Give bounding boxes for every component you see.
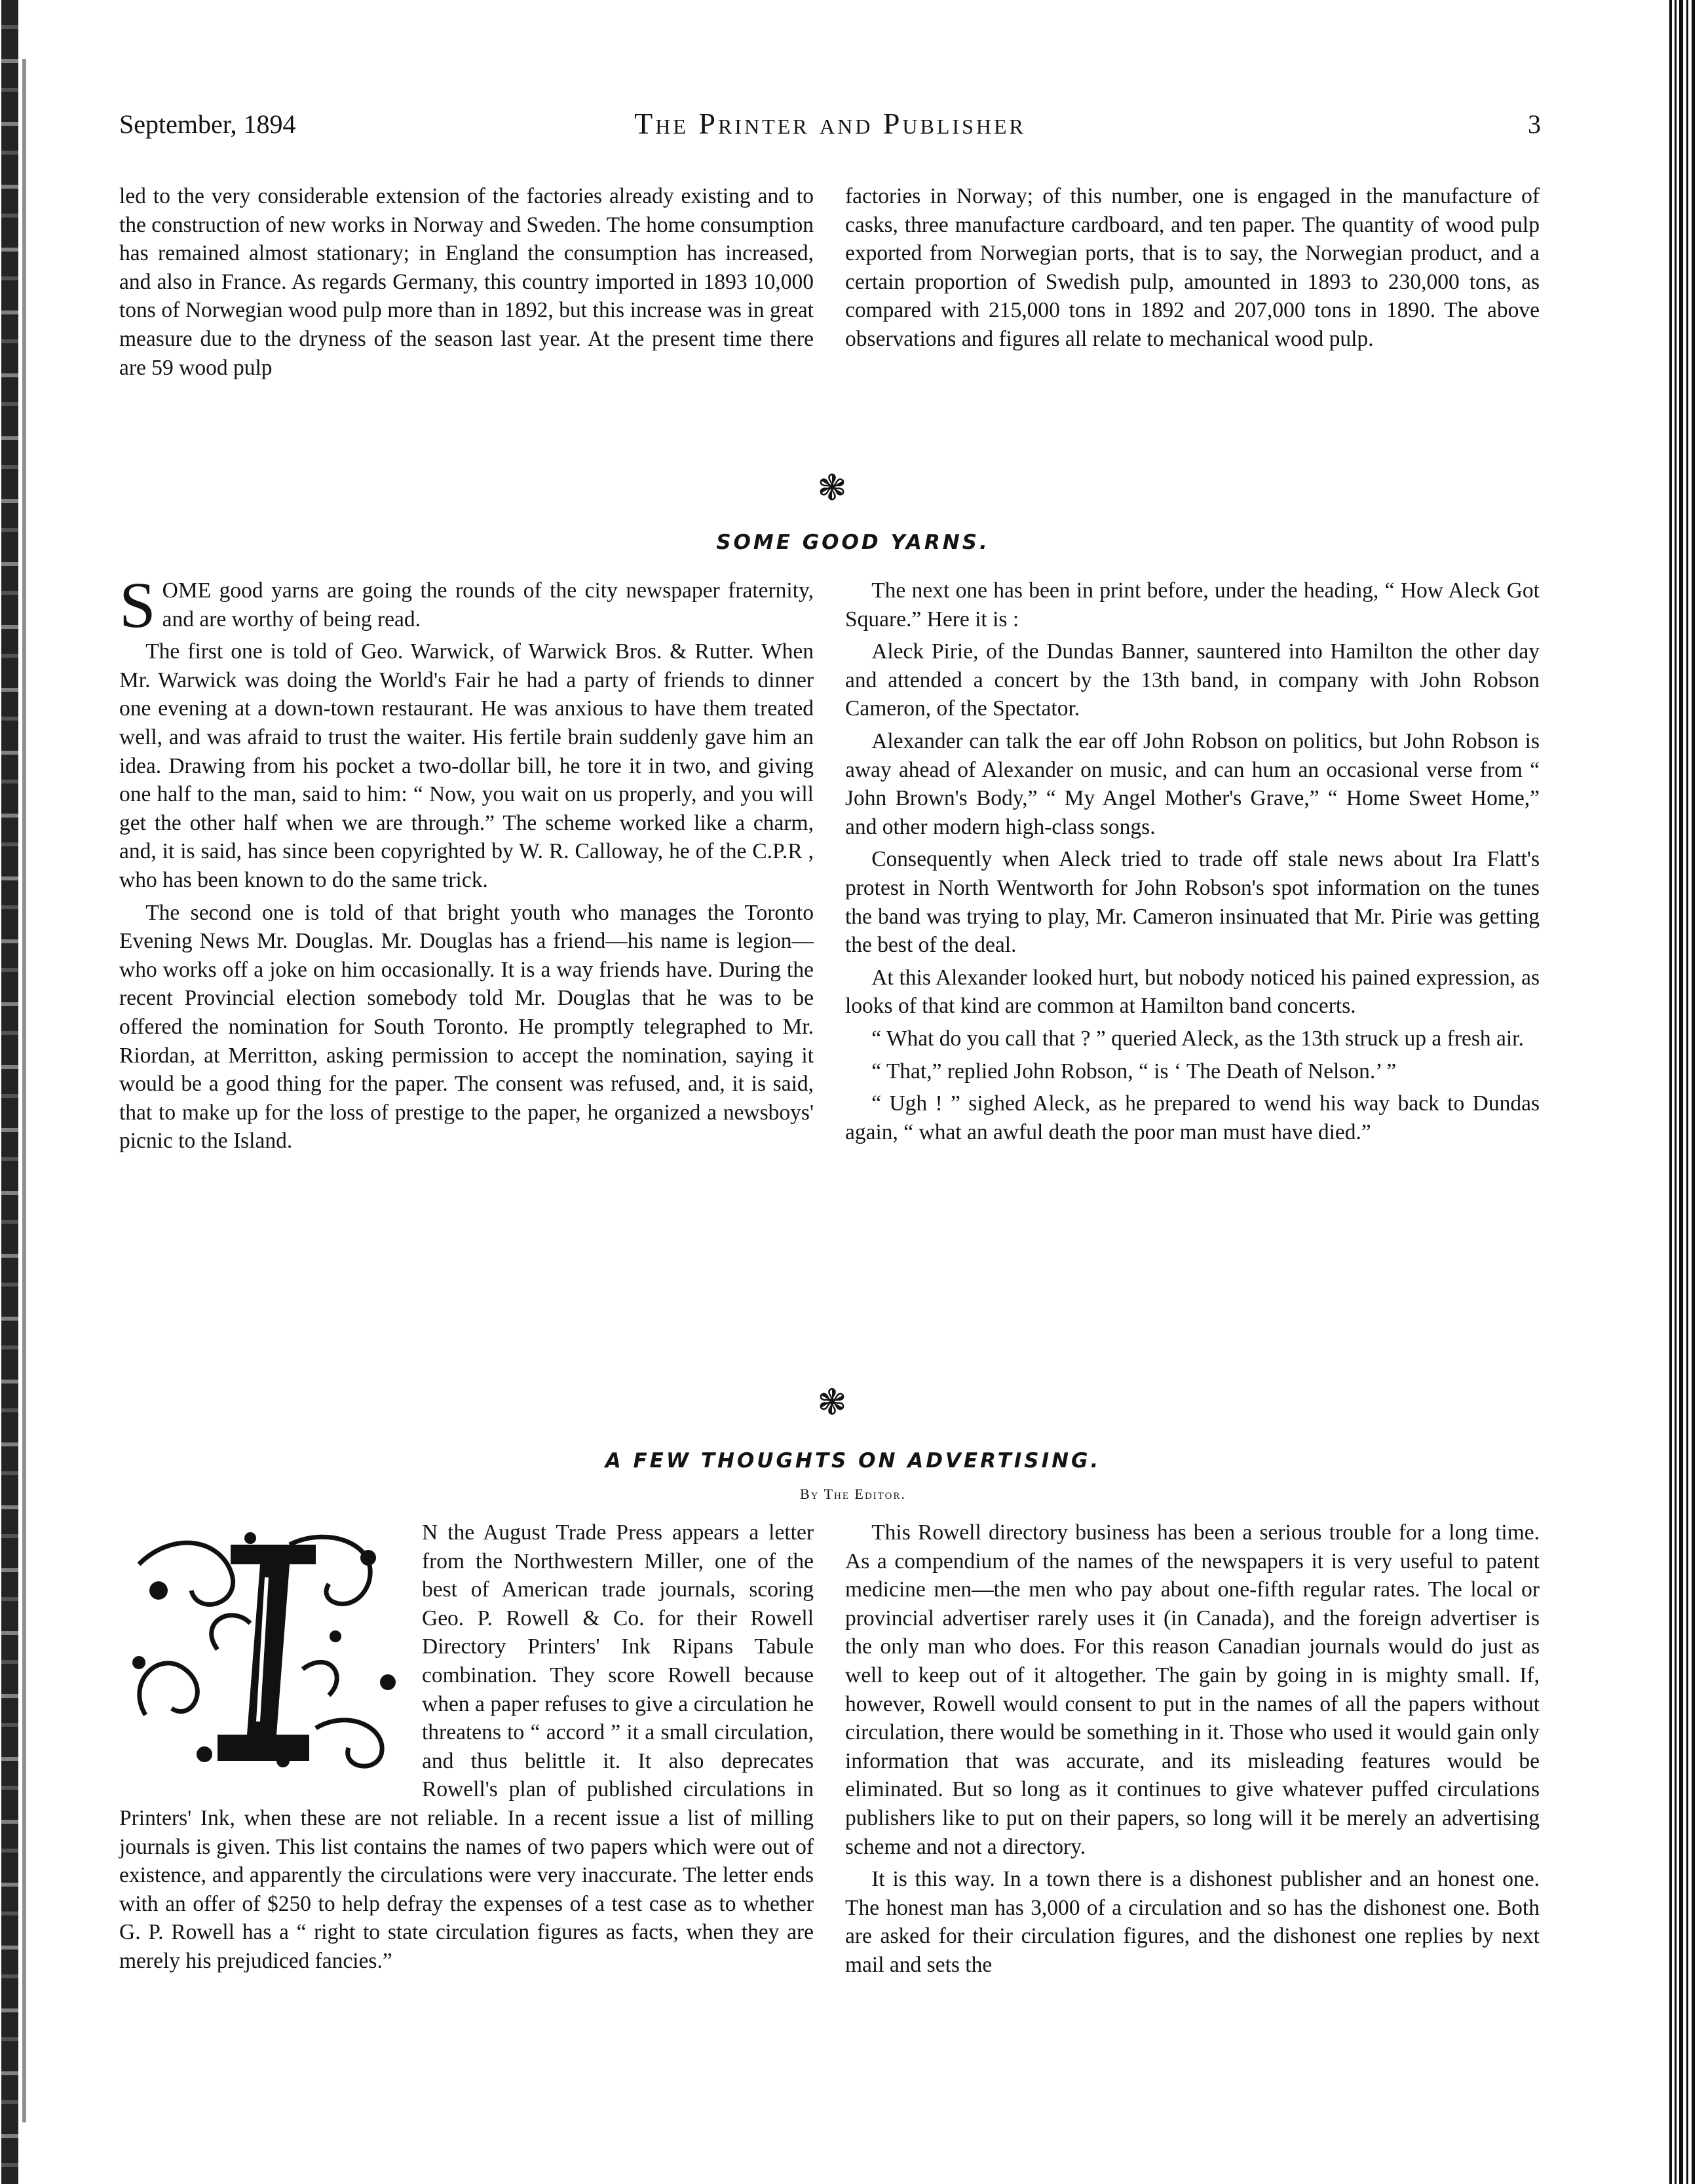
advertising-right-column [845,1518,1540,1980]
paragraph: Alexander can talk the ear off John Robson on politics, but John Robson is away ahead of Alexander on music, and can hum an occasional verse from “ John Brown's Body,” “ My Angel Mother's Grave,” “ Home Sweet Home,” and other modern high-class songs. [845,728,1540,839]
paragraph: The next one has been in print before, under the heading, “ How Aleck Got Square.” Here it is : [845,578,1540,631]
paragraph: Aleck Pirie, of the Dundas Banner, sauntered into Hamilton the other day and attended a concert by the 13th band, in company with John Robson Cameron, of the Spectator. [845,639,1540,721]
section-heading: SOME GOOD YARNS. [716,531,990,554]
page-number: 3 [1528,109,1541,139]
ornate-initial-icon [119,1518,408,1779]
drop-cap: S [119,569,156,641]
publication-title: The Printer and Publisher [634,107,1026,140]
paragraph: “ Ugh ! ” sighed Aleck, as he prepared to wend his way back to Dundas again, “ what an awful death the poor man must have died.” [845,1091,1540,1144]
paragraph: The first one is told of Geo. Warwick, of Warwick Bros. & Rutter. When Mr. Warwick was doing the World's Fair he had a party of friends to dinner one evening at a down-town restaurant. He was anxious to have them treated well, and was afraid to trust the waiter. His fertile brain suddenly gave him an idea. Drawing from his pocket a two-dollar bill, he tore it in two, and giving one half to the man, said to him: “ Now, you wait on us properly, and you will get the other half when we are through.” The scheme worked like a charm, and, it is said, has since been copyrighted by W. R. Calloway, he of the C.P.R , who has been known to do the same trick. [119,639,814,892]
paragraph: “ That,” replied John Robson, “ is ‘ The Death of Nelson.’ ” [871,1059,1397,1083]
running-header [119,109,1541,148]
top-right-column [845,182,1540,354]
top-left-column [119,182,814,382]
article-continuation: factories in Norway; of this number, one is engaged in the manufacture of casks, three manufacture cardboard, and ten paper. The quantity of wood pulp exported from Norwegian ports, that is to say, the Norwegian product, and a certain proportion of Swedish pulp, amounted in 1893 to 230,000 tons, as compared with 215,000 tons in 1892 and 207,000 tons in 1890. The above observations and figures all relate to mechanical wood pulp. [845,184,1540,351]
issue-date: September, 1894 [119,109,296,139]
byline: By The Editor. [799,1486,907,1502]
section-ornament-icon: ❃ [817,1383,847,1422]
paragraph: Consequently when Aleck tried to trade off stale news about Ira Flatt's protest in North Wentworth for John Robson's spot information on the tunes the band was trying to play, Mr. Cameron insinuated that Mr. Pirie was getting the best of the deal. [845,847,1540,958]
section-heading: A FEW THOUGHTS ON ADVERTISING. [605,1449,1101,1473]
ornate-initial-i [119,1518,408,1779]
paragraph: This Rowell directory business has been a serious trouble for a long time. As a compendium of the names of the newspapers it is very useful to patent medicine men—the men who pay about one-fifth regular rates. The local or provincial advertiser rarely uses it (in Canada), and the foreign advertiser is the only man who does. For this reason Canadian journals would do just as well to keep out of it altogether. The gain by going in is mighty small. If, however, Rowell would consent to put in the names of all the papers without circulation, there would be something in it. Those who used it would gain only information that was accurate, and its misleading features would be eliminated. But so long as it continues to give whatever puffed circulations publishers like to put on their papers, so long will it be merely an advertising scheme and not a directory. [845,1520,1540,1859]
paragraph: SOME good yarns are going the rounds of the city newspaper fraternity, and are worthy of being read. [119,569,814,641]
yarns-right-column [845,576,1540,1146]
advertising-left-column [119,1518,814,1976]
yarns-left-column [119,569,814,1156]
paragraph: At this Alexander looked hurt, but nobody noticed his pained expression, as looks of that kind are common at Hamilton band concerts. [845,965,1540,1019]
paragraph: N the August Trade Press appears a letter from the Northwestern Miller, one of the best of American trade journals, scoring Geo. P. Rowell & Co. for their Rowell Directory Printers' Ink Ripans Tabule combination. They score Rowell because when a paper refuses to give a circulation he threatens to “ accord ” it a small circulation, and thus belittle it. It also deprecates Rowell's plan of published circulations in Printers' Ink, when these are not reliable. In a recent issue a list of milling journals is given. This list contains the names of two papers which were out of existence, and apparently the circulations were very inaccurate. The letter ends with an offer of $250 to help defray the expenses of a test case as to whether G. P. Rowell has a “ right to state circulation figures as facts, when they are merely his prejudiced fancies.” [119,1520,814,1973]
paragraph: “ What do you call that ? ” queried Aleck, as the 13th struck up a fresh air. [871,1026,1524,1051]
paragraph: The second one is told of that bright youth who manages the Toronto Evening News Mr. Douglas. Mr. Douglas has a friend—his name is legion—who works off a joke on him occasionally. It is a way friends have. During the recent Provincial election somebody told Mr. Douglas that he was to be offered the nomination for South Toronto. He promptly telegraphed to Mr. Riordan, at Merritton, asking permission to accept the nomination, saying it would be a good thing for the paper. The consent was refused, and, it is said, that to make up for the loss of prestige to the paper, he organized a newsboys' picnic to the Island. [119,900,814,1154]
section-ornament-icon: ❃ [817,468,847,508]
article-continuation: led to the very considerable extension of the factories already existing and to the construction of new works in Norway and Sweden. The home consumption has remained almost stationary; in England the consumption has increased, and also in France. As regards Germany, this country imported in 1893 10,000 tons of Norwegian wood pulp more than in 1892, but this increase was in great measure due to the dryness of the season last year. At the present time there are 59 wood pulp [119,184,814,380]
paragraph: It is this way. In a town there is a dishonest publisher and an honest one. The honest man has 3,000 of a circulation and so has the dishonest one. Both are asked for their circulation figures, and the dishonest one replies by next mail and sets the [845,1867,1540,1977]
